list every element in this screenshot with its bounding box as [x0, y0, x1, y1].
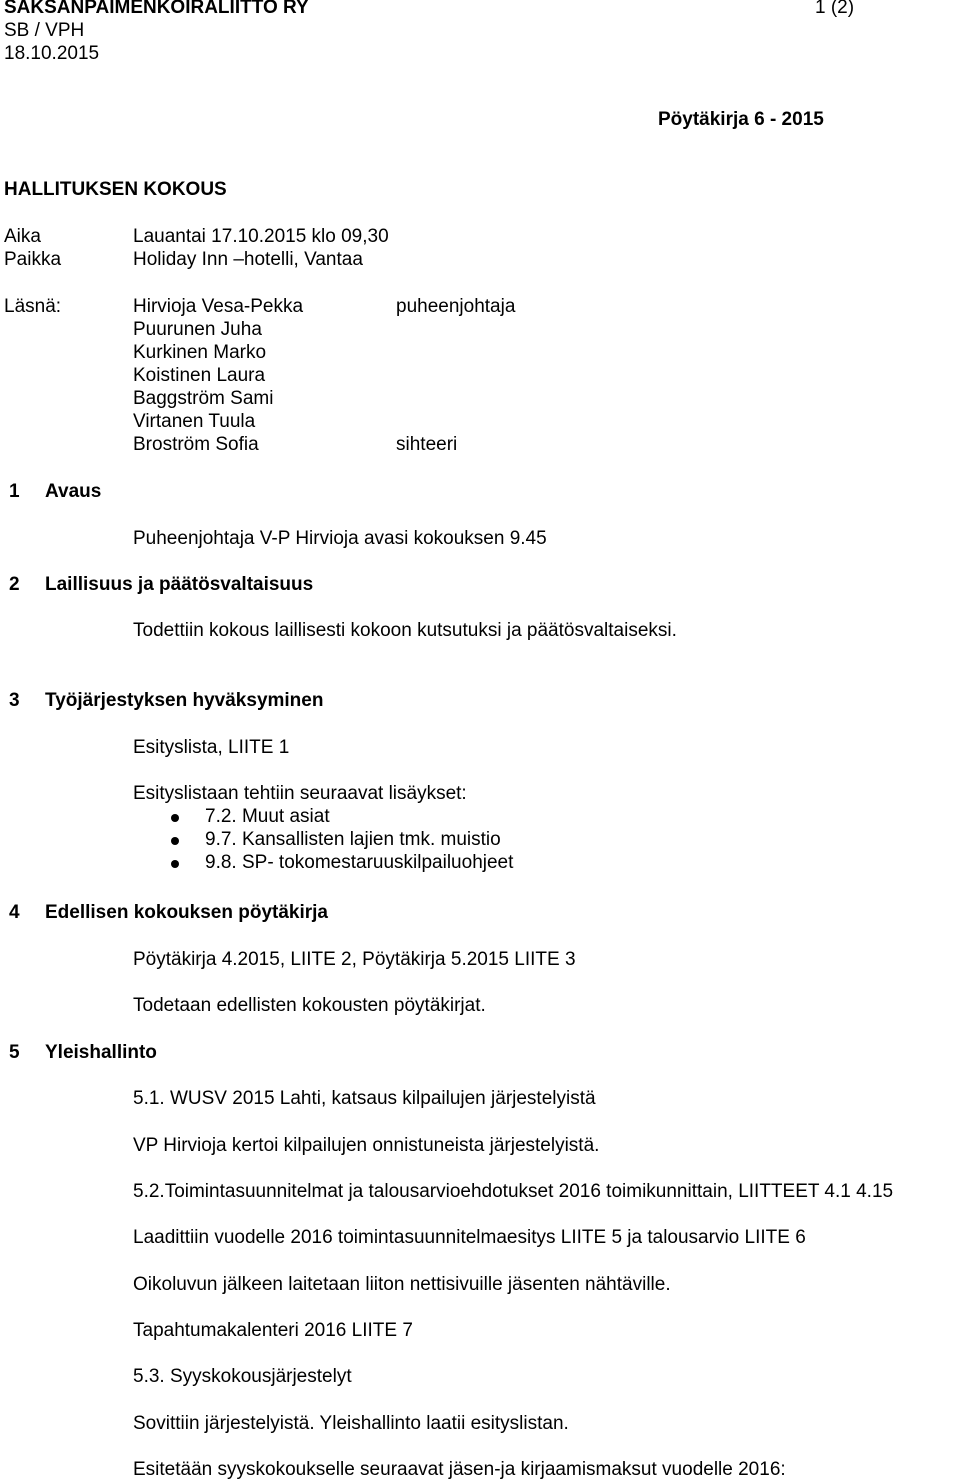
- section-text: Todetaan edellisten kokousten pöytäkirjat.: [133, 995, 486, 1016]
- list-item: 9.8. SP- tokomestaruuskilpailuohjeet: [205, 852, 514, 873]
- section-text: 5.1. WUSV 2015 Lahti, katsaus kilpailujen järjestelyistä: [133, 1088, 596, 1109]
- section-text: VP Hirvioja kertoi kilpailujen onnistuneista järjestelyistä.: [133, 1135, 600, 1156]
- section-text: Puheenjohtaja V-P Hirvioja avasi kokouksen 9.45: [133, 528, 547, 549]
- bullet-icon: [171, 860, 179, 868]
- section-title: Työjärjestyksen hyväksyminen: [45, 690, 324, 711]
- attendee-role: puheenjohtaja: [396, 296, 516, 317]
- section-text: Laadittiin vuodelle 2016 toimintasuunnitelmaesitys LIITE 5 ja talousarvio LIITE 6: [133, 1227, 806, 1248]
- header-date: 18.10.2015: [4, 43, 100, 64]
- present-label: Läsnä:: [4, 296, 62, 317]
- section-title: Avaus: [45, 481, 102, 502]
- section-text: 5.2.Toimintasuunnitelmat ja talousarvioehdotukset 2016 toimikunnittain, LIITTEET 4.1 4.15: [133, 1181, 894, 1202]
- section-text: Esitetään syyskokoukselle seuraavat jäsen-ja kirjaamismaksut vuodelle 2016:: [133, 1459, 786, 1480]
- section-number: 3: [9, 690, 20, 711]
- section-text: Esityslista, LIITE 1: [133, 737, 290, 758]
- list-item: 7.2. Muut asiat: [205, 806, 330, 827]
- page-number: 1 (2): [815, 0, 855, 18]
- attendee-name: Baggström Sami: [133, 388, 274, 409]
- time-value: Lauantai 17.10.2015 klo 09,30: [133, 226, 389, 247]
- organization-name: SAKSANPAIMENKOIRALIITTO RY: [4, 0, 309, 18]
- section-text: Oikoluvun jälkeen laitetaan liiton nettisivuille jäsenten nähtäville.: [133, 1274, 671, 1295]
- section-text: 5.3. Syyskokousjärjestelyt: [133, 1366, 352, 1387]
- attendee-role: sihteeri: [396, 434, 458, 455]
- section-number: 1: [9, 481, 20, 502]
- section-number: 2: [9, 574, 20, 595]
- attendee-name: Koistinen Laura: [133, 365, 266, 386]
- section-title: Laillisuus ja päätösvaltaisuus: [45, 574, 314, 595]
- attendee-name: Kurkinen Marko: [133, 342, 267, 363]
- section-title: Edellisen kokouksen pöytäkirja: [45, 902, 328, 923]
- time-label: Aika: [4, 226, 41, 247]
- section-text: Sovittiin järjestelyistä. Yleishallinto laatii esityslistan.: [133, 1413, 569, 1434]
- section-text: Todettiin kokous laillisesti kokoon kutsutuksi ja päätösvaltaiseksi.: [133, 620, 677, 641]
- attendee-name: Broström Sofia: [133, 434, 259, 455]
- meeting-heading: HALLITUKSEN KOKOUS: [4, 179, 227, 200]
- section-text: Pöytäkirja 4.2015, LIITE 2, Pöytäkirja 5.2015 LIITE 3: [133, 949, 576, 970]
- bullet-icon: [171, 814, 179, 822]
- attendee-name: Puurunen Juha: [133, 319, 262, 340]
- bullet-icon: [171, 837, 179, 845]
- list-item: 9.7. Kansallisten lajien tmk. muistio: [205, 829, 501, 850]
- document-reference: SB / VPH: [4, 20, 85, 41]
- section-title: Yleishallinto: [45, 1042, 157, 1063]
- place-value: Holiday Inn –hotelli, Vantaa: [133, 249, 363, 270]
- attendee-name: Virtanen Tuula: [133, 411, 256, 432]
- section-text: Tapahtumakalenteri 2016 LIITE 7: [133, 1320, 413, 1341]
- document-title: Pöytäkirja 6 - 2015: [658, 109, 824, 130]
- attendee-name: Hirvioja Vesa-Pekka: [133, 296, 304, 317]
- section-text: Esityslistaan tehtiin seuraavat lisäykset:: [133, 783, 467, 804]
- section-number: 4: [9, 902, 20, 923]
- section-number: 5: [9, 1042, 20, 1063]
- place-label: Paikka: [4, 249, 62, 270]
